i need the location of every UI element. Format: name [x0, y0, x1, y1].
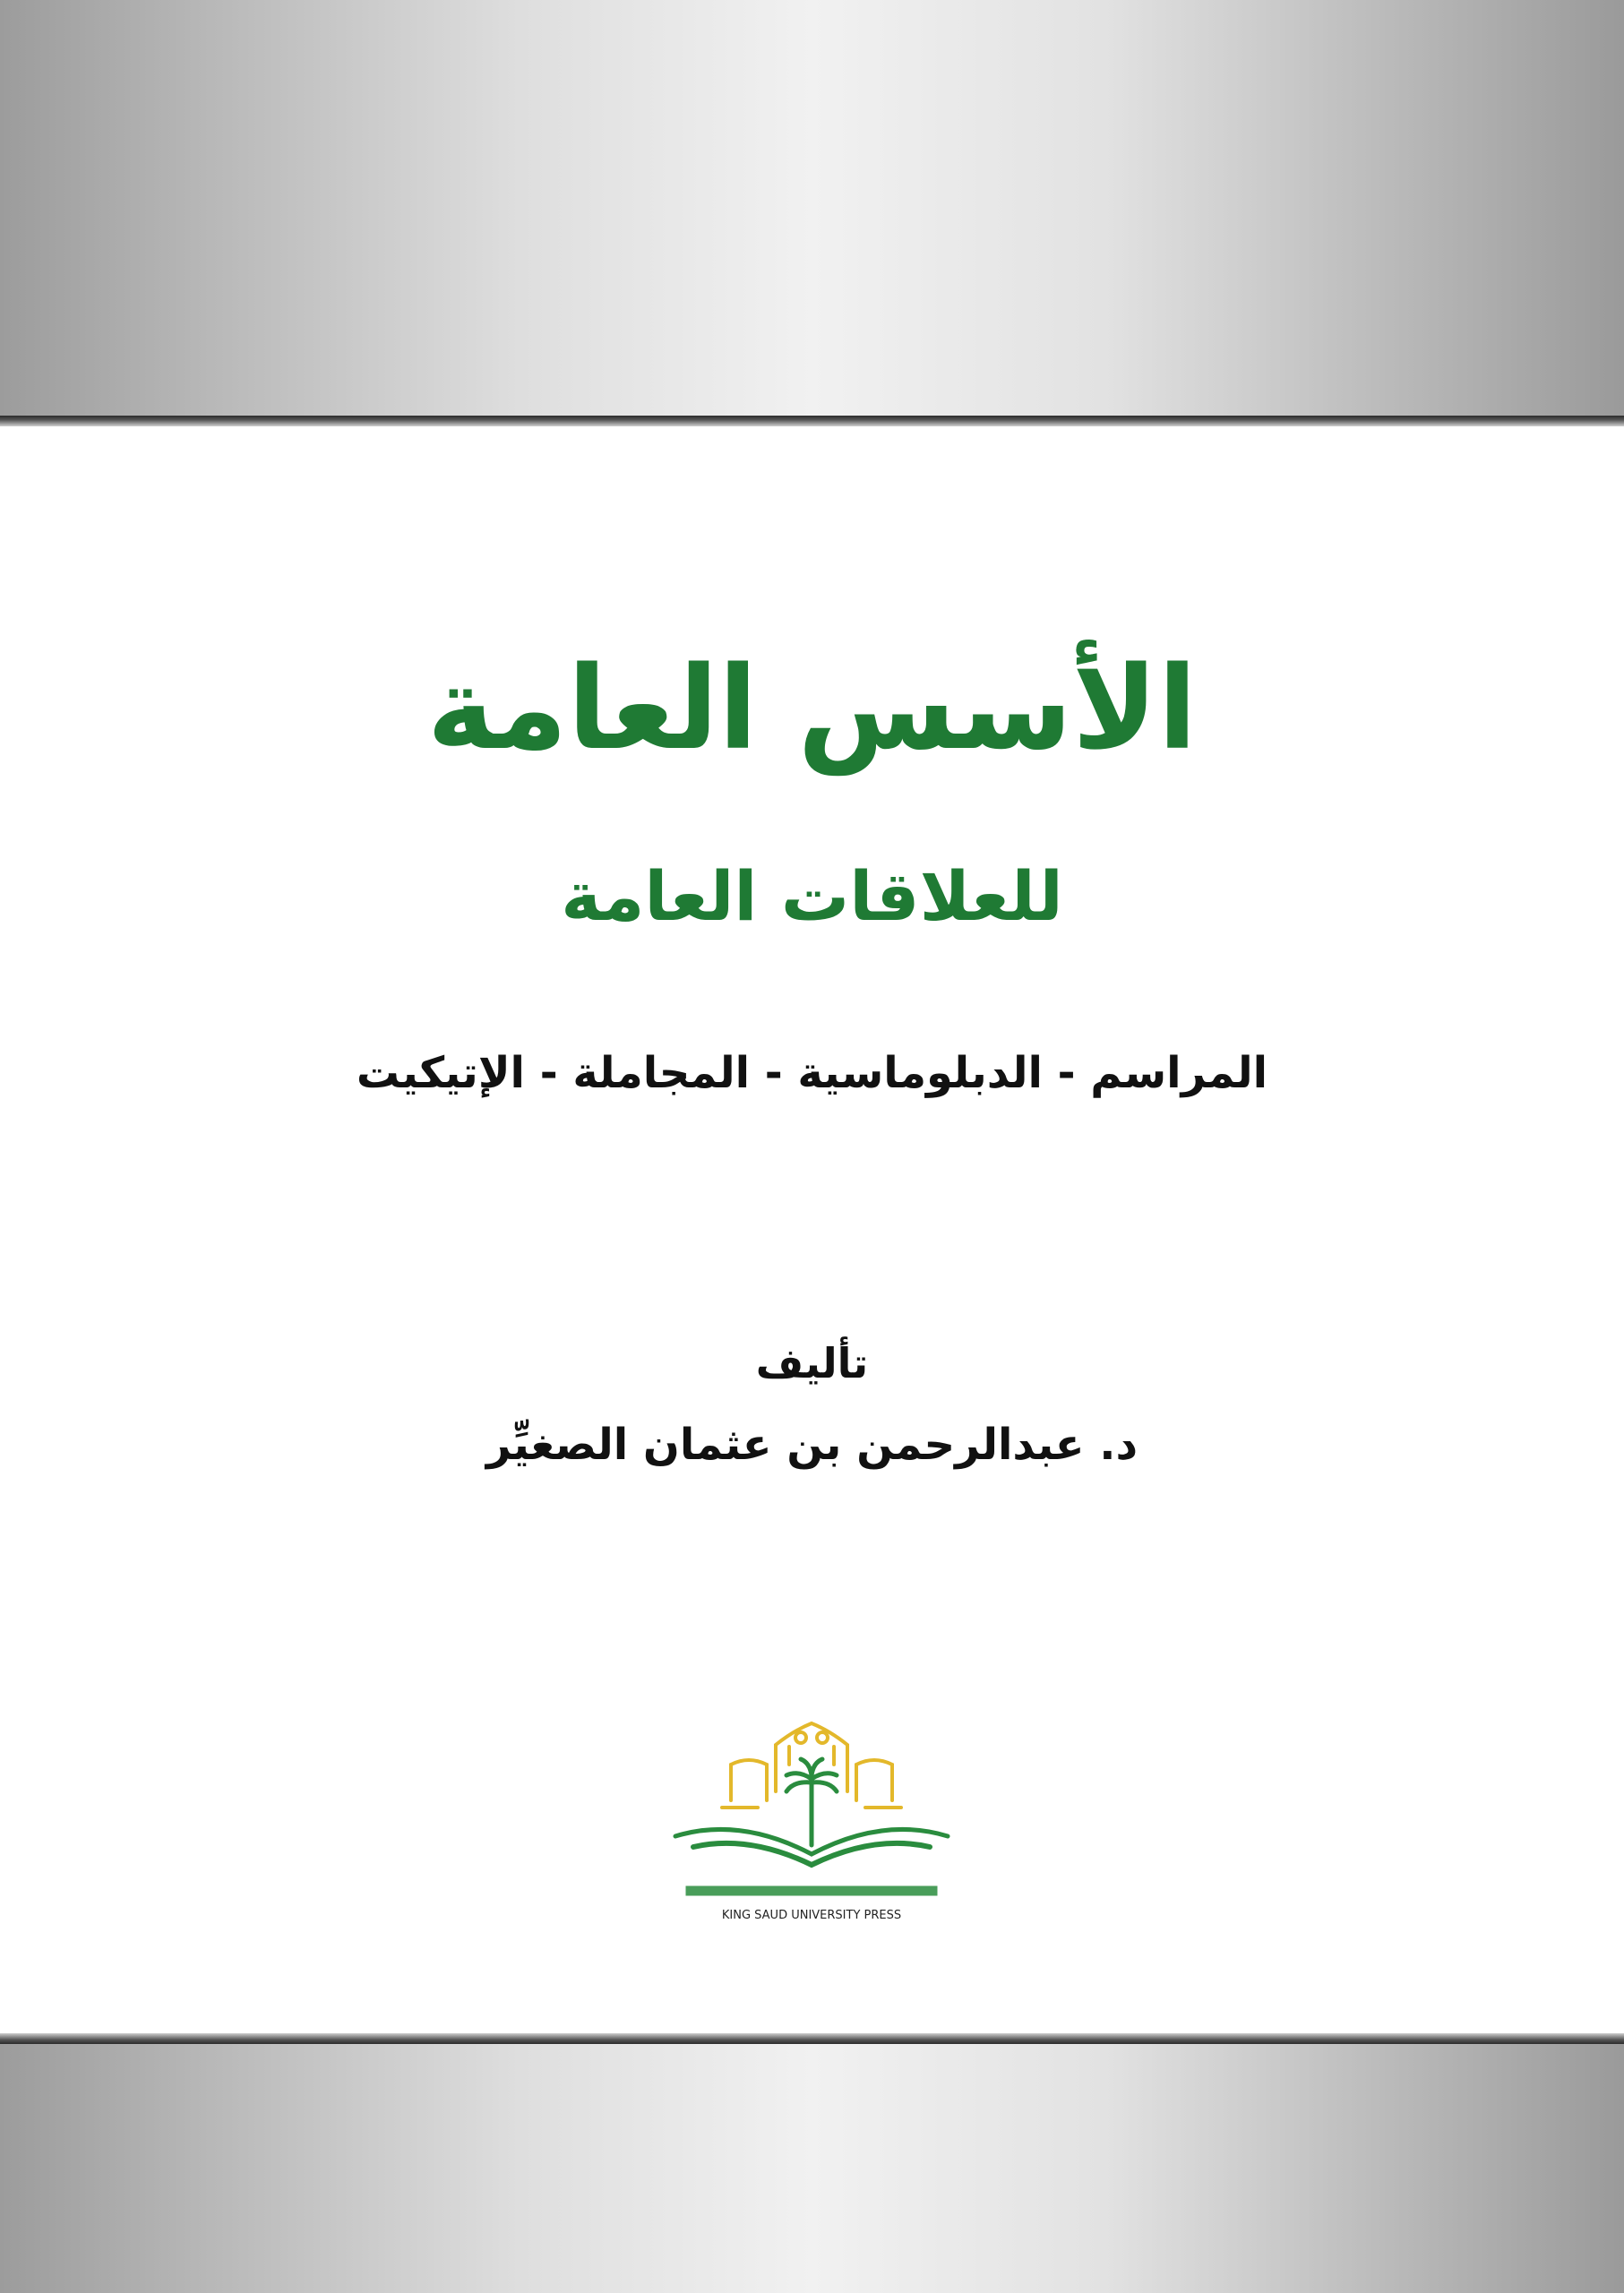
bottom-band-edge [0, 2033, 1624, 2044]
palm-book-logo-icon [668, 1711, 955, 1935]
book-topics-line: المراسم - الدبلوماسية - المجاملة - الإتيكيت [356, 1048, 1268, 1098]
svg-text:KING SAUD UNIVERSITY PRESS: KING SAUD UNIVERSITY PRESS [721, 1909, 902, 1922]
author-label: تأليف [755, 1339, 869, 1387]
author-name: د. عبدالرحمن بن عثمان الصغيِّر [485, 1420, 1139, 1470]
top-band-edge [0, 416, 1624, 426]
publisher-logo [668, 1711, 955, 1935]
book-title: الأسس العامة [426, 642, 1198, 776]
book-subtitle: للعلاقات العامة [561, 856, 1063, 936]
bottom-gray-band [0, 2033, 1624, 2293]
top-gray-band [0, 0, 1624, 419]
